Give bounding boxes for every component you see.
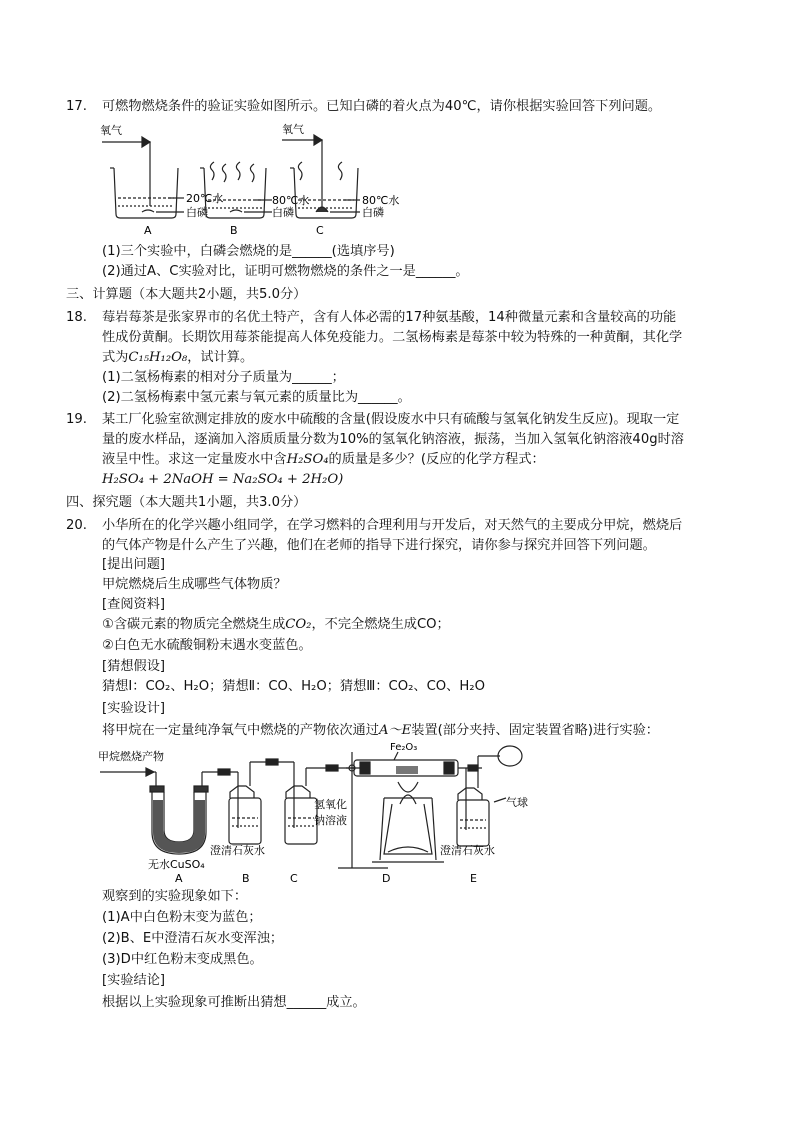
q20-info1-pre: ①含碳元素的物质完全燃烧生成	[102, 617, 286, 632]
q20-info2: ②白色无水硫酸铜粉末遇水变蓝色。	[102, 638, 312, 653]
q17-stem: 可燃物燃烧条件的验证实验如图所示。已知白磷的着火点为40℃，请你根据实验回答下列问题。	[102, 99, 662, 114]
q17-label-a: A	[144, 224, 152, 237]
q19-line3-post: 的质量是多少？(反应的化学方程式：	[328, 452, 545, 467]
q19-line3-pre: 液呈中性。求这一定量废水中含	[102, 452, 287, 467]
q20-design	[102, 722, 659, 740]
q17-number: 17.	[66, 99, 87, 114]
q18-sub1: (1)二氢杨梅素的相对分子质量为______；	[102, 370, 345, 385]
q20-fig-label-d: D	[382, 872, 391, 885]
q20-fig-label-e: E	[470, 872, 477, 885]
beaker-a	[102, 137, 184, 218]
q20-fig-naoh-2: 钠溶液	[314, 814, 347, 827]
q17-label-b: B	[230, 224, 238, 237]
section-3-heading: 三、计算题（本大题共2小题，共5.0分）	[66, 287, 307, 302]
q20-question: 甲烷燃烧后生成哪些气体物质？	[102, 577, 287, 592]
bottle-b	[229, 759, 294, 844]
q20-obs-title: 观察到的实验现象如下：	[102, 889, 248, 904]
q19-line3	[102, 451, 545, 469]
q17-water-c: 80℃水	[362, 194, 400, 207]
q17-phos-b: 白磷	[272, 206, 294, 219]
q18-formula: C₁₅H₁₂O₈	[128, 350, 188, 365]
q17-oxygen-a: 氧气	[100, 124, 122, 137]
q20-heading-info: [查阅资料]	[102, 597, 166, 612]
q20-fig-cuso4: 无水CuSO₄	[148, 858, 205, 871]
q17-label-c: C	[316, 224, 324, 237]
q20-heading-conclusion: [实验结论]	[102, 973, 166, 988]
q20-apparatus-figure	[98, 742, 528, 887]
q20-heading-question: [提出问题]	[102, 557, 166, 572]
q20-fig-label-a: A	[175, 872, 183, 885]
q20-design-pre: 将甲烷在一定量纯净氧气中燃烧的产物依次通过	[102, 723, 379, 738]
q20-fig-balloon: 气球	[506, 796, 528, 809]
q20-info1	[102, 616, 450, 634]
q17-sub2: (2)通过A、C实验对比，证明可燃物燃烧的条件之一是______。	[102, 264, 469, 279]
q18-line3	[102, 349, 253, 367]
q18-sub2: (2)二氢杨梅素中氢元素与氧元素的质量比为______。	[102, 390, 411, 405]
beaker-b	[200, 162, 272, 218]
q20-obs1: (1)A中白色粉末变为蓝色；	[102, 910, 262, 925]
q19-formula: H₂SO₄	[286, 452, 329, 467]
q20-heading-design: [实验设计]	[102, 701, 166, 716]
q20-fig-fe2o3: Fe₂O₃	[390, 742, 418, 753]
q20-number: 20.	[66, 518, 87, 533]
q19-line2: 量的废水样品，逐滴加入溶质质量分数为10%的氢氧化钠溶液，振荡，当加入氢氧化钠溶液40g时溶	[102, 432, 684, 447]
q20-fig-limewater-e: 澄清石灰水	[440, 844, 495, 857]
q19-number: 19.	[66, 412, 87, 427]
q20-obs3: (3)D中红色粉末变成黑色。	[102, 952, 263, 967]
q17-figure	[100, 120, 400, 240]
q18-number: 18.	[66, 310, 87, 325]
q20-obs2: (2)B、E中澄清石灰水变浑浊；	[102, 931, 284, 946]
q20-info1-formula: CO₂	[285, 617, 312, 632]
q17-water-b: 80℃水	[272, 194, 310, 207]
q20-guess: 猜想Ⅰ：CO₂、H₂O；猜想Ⅱ：CO、H₂O；猜想Ⅲ：CO₂、CO、H₂O	[102, 679, 485, 694]
q20-fig-inlet: 甲烷燃烧产物	[98, 750, 164, 763]
q20-fig-limewater-b: 澄清石灰水	[210, 844, 265, 857]
q17-sub1: (1)三个实验中，白磷会燃烧的是______(选填序号)	[102, 244, 395, 259]
q20-fig-label-c: C	[290, 872, 298, 885]
q20-line2: 的气体产物是什么产生了兴趣，他们在老师的指导下进行探究，请你参与探究并回答下列问题。	[102, 538, 656, 553]
q20-line1: 小华所在的化学兴趣小组同学，在学习燃料的合理利用与开发后，对天然气的主要成分甲烷，燃烧后	[102, 518, 683, 533]
q18-line3-pre: 式为	[102, 350, 129, 365]
q20-heading-guess: [猜想假设]	[102, 659, 166, 674]
q18-line1: 莓岩莓茶是张家界市的名优土特产，含有人体必需的17种氨基酸，14种微量元素和含量较高的功能	[102, 310, 677, 325]
q18-line3-post: ，试计算。	[187, 350, 254, 365]
q17-water-a: 20℃水	[186, 192, 224, 205]
q17-phos-a: 白磷	[186, 206, 208, 219]
q20-fig-label-b: B	[242, 872, 250, 885]
q19-line1: 某工厂化验室欲测定排放的废水中硫酸的含量(假设废水中只有硫酸与氢氧化钠发生反应)。现取一定	[102, 412, 680, 427]
q19-equation: H₂SO₄ + 2NaOH = Na₂SO₄ + 2H₂O)	[102, 472, 344, 487]
q20-conclusion: 根据以上实验现象可推断出猜想______成立。	[102, 995, 366, 1010]
u-tube-a	[150, 772, 208, 854]
q17-oxygen-c: 氧气	[282, 123, 304, 136]
q20-design-formula: A～E	[378, 723, 412, 738]
q20-design-post: 装置(部分夹持、固定装置省略)进行实验：	[411, 723, 659, 738]
section-4-heading: 四、探究题（本大题共1小题，共3.0分）	[66, 495, 307, 510]
q20-fig-naoh-1: 氢氧化	[314, 798, 347, 811]
q20-info1-post: ，不完全燃烧生成CO；	[311, 617, 450, 632]
q18-line2: 性成份黄酮。长期饮用莓茶能提高人体免疫能力。二氢杨梅素是莓茶中较为特殊的一种黄酮，其化学	[102, 330, 683, 345]
q17-phos-c: 白磷	[362, 206, 384, 219]
